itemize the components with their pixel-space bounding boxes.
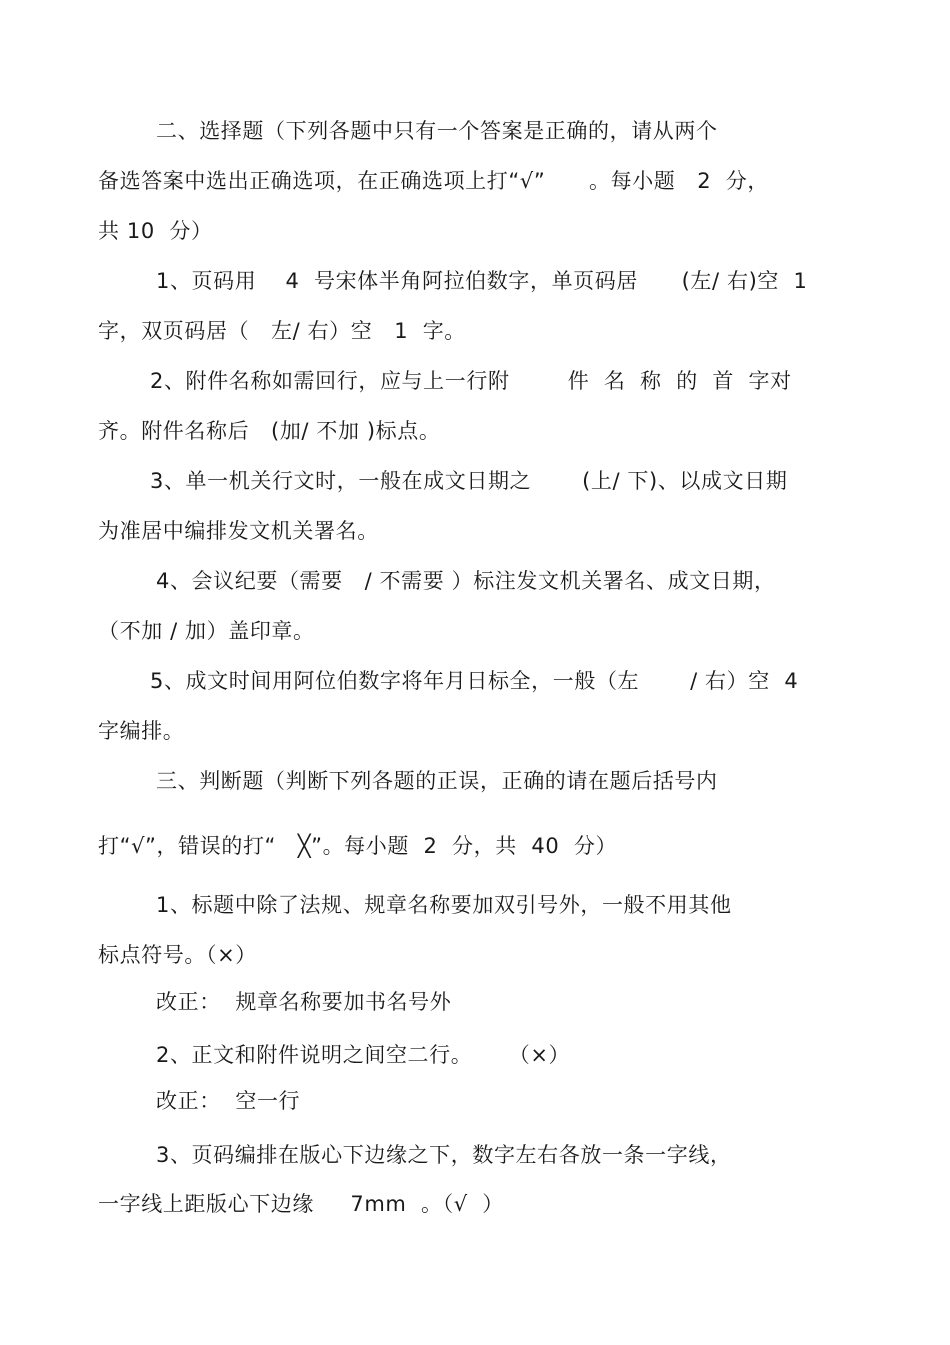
section3-q1-correction: 改正： 规章名称要加书名号外: [156, 990, 452, 1014]
section2-q2-line2: 齐。附件名称后 (加/ 不加 )标点。: [98, 419, 441, 443]
section2-q3-line1: 3、单一机关行文时，一般在成文日期之 (上/ 下)、以成文日期: [150, 469, 788, 493]
section2-heading-line2: 备选答案中选出正确选项，在正确选项上打“√” 。每小题 2 分，: [98, 169, 769, 193]
section3-q3-line2: 一字线上距版心下边缘 7mm 。（√ ）: [98, 1192, 504, 1216]
section2-q3-line2: 为准居中编排发文机关署名。: [98, 519, 379, 543]
section3-heading-line1: 三、判断题（判断下列各题的正误，正确的请在题后括号内: [156, 769, 718, 793]
section2-q5-line1: 5、成文时间用阿位伯数字将年月日标全，一般（左 / 右）空 4: [150, 669, 799, 693]
section3-q2-correction: 改正： 空一行: [156, 1089, 301, 1113]
section2-q1-line1: 1、页码用 4 号宋体半角阿拉伯数字，单页码居 (左/ 右)空 1: [156, 269, 808, 293]
section2-q1-line2: 字，双页码居（ 左/ 右）空 1 字。: [98, 319, 466, 343]
section3-q1-line2: 标点符号。（×）: [98, 943, 257, 967]
section2-q2-line1: 2、附件名称如需回行，应与上一行附 件 名 称 的 首 字对: [150, 369, 792, 393]
section3-q2-line1: 2、正文和附件说明之间空二行。 （×）: [156, 1043, 571, 1067]
section2-q4-line2: （不加 / 加）盖印章。: [98, 619, 315, 643]
section2-heading-line3: 共 10 分）: [98, 219, 213, 243]
section2-heading-line1: 二、选择题（下列各题中只有一个答案是正确的，请从两个: [156, 119, 718, 143]
section2-q5-line2: 字编排。: [98, 719, 185, 743]
section3-heading-line2: 打“√”，错误的打“ ╳”。每小题 2 分，共 40 分）: [98, 834, 618, 858]
section3-q1-line1: 1、标题中除了法规、规章名称要加双引号外，一般不用其他: [156, 893, 732, 917]
section3-q3-line1: 3、页码编排在版心下边缘之下，数字左右各放一条一字线，: [156, 1143, 732, 1167]
section2-q4-line1: 4、会议纪要（需要 / 不需要 ）标注发文机关署名、成文日期，: [156, 569, 776, 593]
